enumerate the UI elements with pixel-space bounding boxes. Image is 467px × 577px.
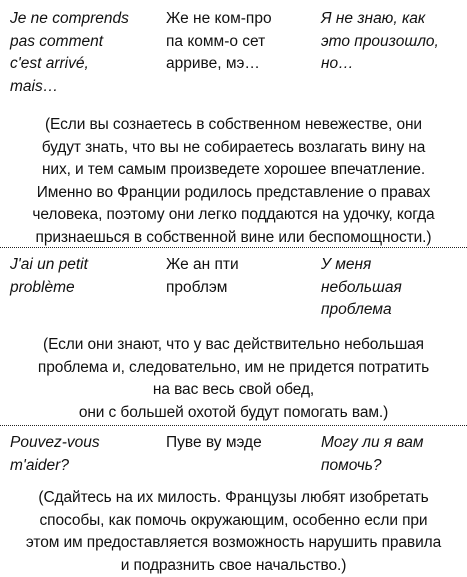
french-phrase: Pouvez-vous m'aider? [10,434,100,474]
transcription: Же ан пти проблэм [166,256,239,296]
phrase-note: (Если они знают, что у вас действительно небольшая проблема и, следовательно, им не придется потратить на вас весь свой обед, они с большей охотой будут помогать вам.) [37,336,430,421]
russian-translation: Могу ли я вам помочь? [321,434,424,474]
transcription: Же не ком-про па комм-о сет арриве, мэ… [166,10,272,72]
russian-translation: Я не знаю, как это произошло, но… [321,10,439,72]
phrase-note: (Сдайтесь на их милость. Французы любят изобретать способы, как помочь окружающим, особенно если при этом им предоставляется возможность нарушить правила и подразнить свое начальство.) [25,489,442,574]
dotted-separator [0,247,467,248]
phrase-note: (Если вы сознаетесь в собственном невежестве, они будут знать, что вы не собираетесь возлагать вину на них, и тем самым произведете хорошее впечатление. Именно во Франции родилось представление о правах человека, поэтому они легко поддаются на удочку, когда признаешься в собственной вине или беспомощности.) [32,116,435,246]
dotted-separator [0,425,467,426]
french-phrase: J'ai un petit problème [10,256,88,296]
transcription: Пуве ву мэде [166,434,262,451]
french-phrase: Je ne comprends pas comment c'est arrivé, mais… [10,10,129,95]
russian-translation: У меня небольшая проблема [321,256,402,318]
